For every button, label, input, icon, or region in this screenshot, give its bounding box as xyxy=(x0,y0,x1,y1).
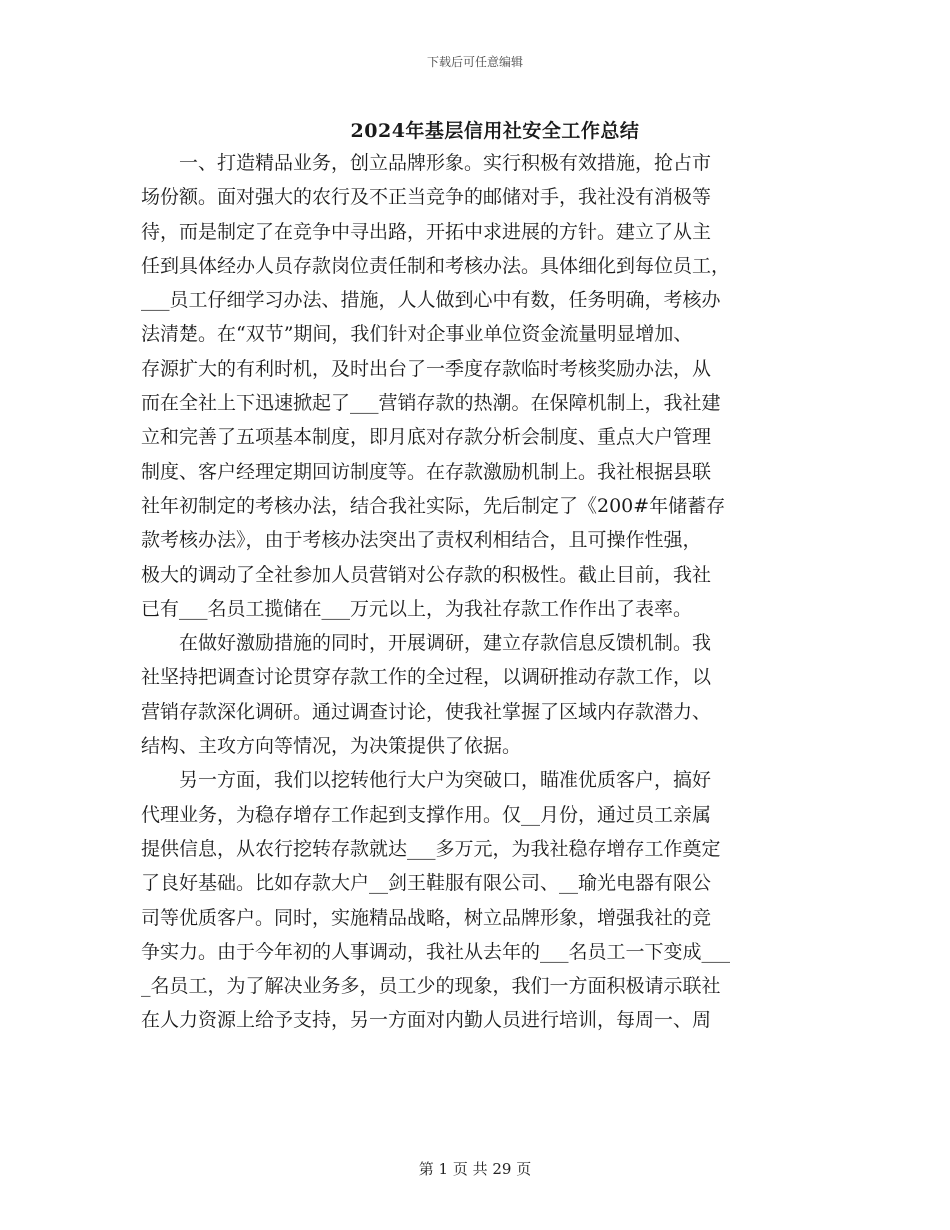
body-line: 争实力。由于今年初的人事调动，我社从去年的___名员工一下变成___ xyxy=(141,940,731,963)
body-line: 营销存款深化调研。通过调查讨论，使我社掌握了区域内存款潜力、 xyxy=(141,700,712,723)
body-line: 存源扩大的有利时机，及时出台了一季度存款临时考核奖励办法，从 xyxy=(141,357,712,380)
body-line: 代理业务，为稳存增存工作起到支撑作用。仅__月份，通过员工亲属 xyxy=(141,803,712,826)
body-line: _名员工，为了解决业务多，员工少的现象，我们一方面积极请示联社 xyxy=(141,975,721,998)
body-line: 立和完善了五项基本制度，即月底对存款分析会制度、重点大户管理 xyxy=(141,426,712,449)
body-line: 在做好激励措施的同时，开展调研，建立存款信息反馈机制。我 xyxy=(141,632,712,655)
body-line: 法清楚。在“双节”期间，我们针对企事业单位资金流量明显增加、 xyxy=(141,323,693,346)
body-line: 制度、客户经理定期回访制度等。在存款激励机制上。我社根据县联 xyxy=(141,460,712,483)
body-line: 已有___名员工揽储在___万元以上，为我社存款工作作出了表率。 xyxy=(141,597,693,620)
body-line: 一、打造精品业务，创立品牌形象。实行积极有效措施，抢占市 xyxy=(141,152,712,174)
body-line: 了良好基础。比如存款大户__剑王鞋服有限公司、__瑜光电器有限公 xyxy=(141,872,712,895)
body-line: 司等优质客户。同时，实施精品战略，树立品牌形象，增强我社的竞 xyxy=(141,906,712,929)
body-line: 而在全社上下迅速掀起了___营销存款的热潮。在保障机制上，我社建 xyxy=(141,392,721,415)
body-line: 社年初制定的考核办法，结合我社实际，先后制定了《200#年储蓄存 xyxy=(141,494,726,517)
body-line: ___员工仔细学习办法、措施，人人做到心中有数，任务明确，考核办 xyxy=(141,289,721,312)
document-body xyxy=(141,146,809,1038)
page-number-footer: 第 1 页 共 29 页 xyxy=(418,1160,532,1178)
page-header-note: 下载后可任意编辑 xyxy=(426,55,523,69)
body-line: 任到具体经办人员存款岗位责任制和考核办法。具体细化到每位员工， xyxy=(141,254,731,277)
document-title: 2024年基层信用社安全工作总结 xyxy=(350,120,640,142)
body-line: 社坚持把调查讨论贯穿存款工作的全过程，以调研推动存款工作，以 xyxy=(141,666,712,689)
body-line: 在人力资源上给予支持，另一方面对内勤人员进行培训，每周一、周 xyxy=(141,1009,712,1032)
body-line: 提供信息，从农行挖转存款就达___多万元，为我社稳存增存工作奠定 xyxy=(141,837,721,860)
body-line: 场份额。面对强大的农行及不正当竞争的邮储对手，我社没有消极等 xyxy=(141,186,712,209)
body-line: 待，而是制定了在竞争中寻出路，开拓中求进展的方针。建立了从主 xyxy=(141,220,712,243)
body-line: 款考核办法》，由于考核办法突出了责权利相结合，且可操作性强， xyxy=(141,529,702,552)
body-line: 极大的调动了全社参加人员营销对公存款的积极性。截止目前，我社 xyxy=(141,563,712,586)
body-line: 另一方面，我们以挖转他行大户为突破口，瞄准优质客户，搞好 xyxy=(141,769,712,792)
body-line: 结构、主攻方向等情况，为决策提供了依据。 xyxy=(141,735,522,758)
